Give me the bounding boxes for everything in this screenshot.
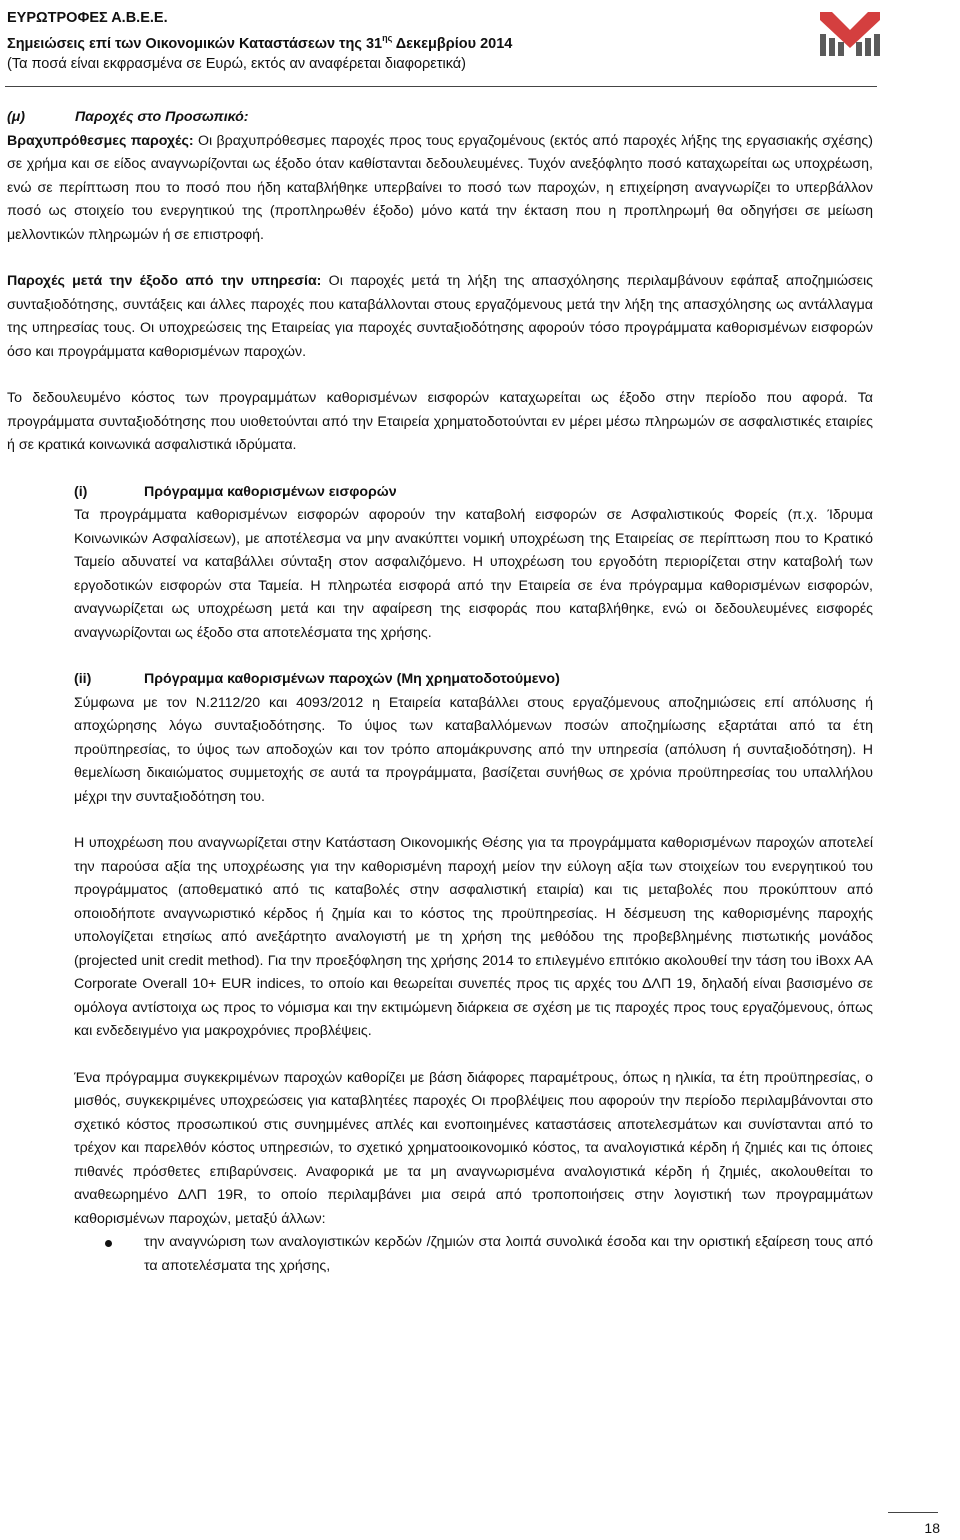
subsection-body: Σύμφωνα με τον Ν.2112/20 και 4093/2012 η Εταιρεία καταβάλλει στους εργαζόμενους αποζημιώσεις επί απόλυσης ή αποχώρησης λόγω συνταξιοδότησης. Το ύψος των καταβαλλόμενων ποσών αποζημίωσης εξαρτάται από τα έτη προϋπηρεσίας, το ύψος των αποδοχών και τον τρόπο απομάκρυνσης από την υπηρεσία (απόλυση ή συνταξιοδότηση). Η θεμελίωση δικαιώματος συμμετοχής σε αυτά τα προγράμματα, βασίζεται συνήθως σε χρόνια προϋπηρεσίας του υπαλλήλου μέχρι την συνταξιοδότηση του. xyxy=(74,694,873,805)
section-title: Παροχές στο Προσωπικό: xyxy=(75,109,249,125)
subsection-heading xyxy=(74,668,873,692)
list-item-text: την αναγνώριση των αναλογιστικών κερδών /ζημιών στα λοιπά συνολικά έσοδα και την οριστική εξαίρεση τους από τα αποτελέσματα της χρήσης, xyxy=(144,1234,873,1274)
paragraph-accrued-cost: Το δεδουλευμένο κόστος των προγραμμάτων καθορισμένων εισφορών καταχωρείται ως έξοδο στην περίοδο που αφορά. Τα προγράμματα συνταξιοδότησης που υιοθετούνται από την Εταιρεία χρηματοδοτούνται εν μέρει μέσω πληρωμών σε ασφαλιστικές εταιρίες ή σε κρατικά κοινωνικά ασφαλιστικά ιδρύματα. xyxy=(7,390,873,453)
document-subtitle: (Τα ποσά είναι εκφρασμένα σε Ευρώ, εκτός αν αναφέρεται διαφορετικά) xyxy=(7,56,466,72)
company-logo-icon xyxy=(818,8,882,58)
footer-divider xyxy=(888,1512,938,1513)
list-item xyxy=(7,1231,873,1278)
post-employment-lead: Παροχές μετά την έξοδο από την υπηρεσία: xyxy=(7,273,322,289)
subsection-defined-benefit xyxy=(74,668,873,1231)
subsection-heading xyxy=(74,481,873,505)
subsection-body-program: Ένα πρόγραμμα συγκεκριμένων παροχών καθορίζει με βάση διάφορες παραμέτρους, όπως η ηλικία, τα έτη προϋπηρεσίας, ο μισθός, συγκεκριμένες υποχρεώσεις για καταβλητέες παροχές Οι προβλέψεις που αφορούν την περίοδο περιλαμβάνονται στο σχετικό κόστος προσωπικού στις συνημμένες απλές και ενοποιημένες καταστάσεις αποτελεσμάτων και συνίστανται από το τρέχον και παρελθόν κόστος υπηρεσιών, το σχετικό χρηματοοικονομικό κόστος, τα αναλογιστικά κέρδη ή ζημιές και τις όποιες πιθανές πρόσθετες επιβαρύνσεις. Αναφορικά με τα μη αναγνωρισμένα αναλογιστικά κέρδη ή ζημιές, ακολουθείται το αναθεωρημένο ΔΛΠ 19R, το οποίο περιλαμβάνει μια σειρά από τροποποιήσεις στην λογιστική των προγραμμάτων καθορισμένων παροχών, μεταξύ άλλων: xyxy=(74,1069,873,1227)
section-heading xyxy=(7,106,873,130)
section-label: (μ) xyxy=(7,109,26,125)
short-term-lead: Βραχυπρόθεσμες παροχές: xyxy=(7,132,194,149)
subsection-body: Τα προγράμματα καθορισμένων εισφορών αφορούν την καταβολή εισφορών σε Ασφαλιστικούς Φορείς (π.χ. Ίδρυμα Κοινωνικών Ασφαλίσεων), με αποτέλεσμα να μην ανακύπτει νομική υποχρέωση της Εταιρείας σε περίπτωση που το Κρατικό Ταμείο αδυνατεί να καταβάλλει σύνταξη στον ασφαλιζόμενο. Η υποχρέωση του εργοδότη περιορίζεται στην καταβολή των εργοδοτικών εισφορών στα Ταμεία. Η πληρωτέα εισφορά από την Εταιρεία σε ένα πρόγραμμα καθορισμένων εισφορών, αναγνωρίζεται ως υποχρέωση μετά και την αφαίρεση της εισφοράς που καταβλήθηκε, ενώ οι δεδουλευμένες εισφορές αναγνωρίζονται ως έξοδο στα αποτελέσματα της χρήσης. xyxy=(74,507,873,641)
document-title-main: Σημειώσεις επί των Οικονομικών Καταστάσεων της 31 xyxy=(7,36,383,52)
document-title-date: Δεκεμβρίου 2014 xyxy=(392,36,513,52)
subsection-title: Πρόγραμμα καθορισμένων εισφορών xyxy=(144,483,397,500)
short-term-body: Οι βραχυπρόθεσμες παροχές προς τους εργαζομένους (εκτός από παροχές λήξης της εργασιακής σχέσης) σε χρήμα και σε είδος αναγνωρίζονται ως έξοδο όταν καθίστανται δεδουλευμένες. Τυχόν ανεξόφλητο ποσό καταχωρείται ως υποχρέωση, ενώ σε περίπτωση που το ποσό που ήδη καταβλήθηκε υπερβαίνει το ποσό των παροχών, η επιχείρηση αναγνωρίζει το υπερβάλλον ποσό ως στοιχείο του ενεργητικού της (προπληρωθέν έξοδο) μόνο κατά την έκταση που η προπληρωμή θα οδηγήσει σε μείωση μελλοντικών πληρωμών ή σε επιστροφή. xyxy=(7,132,873,243)
subsection-defined-contribution xyxy=(74,481,873,646)
document-title xyxy=(7,28,807,54)
document-title-superscript: ης xyxy=(382,33,393,43)
header-divider xyxy=(5,86,877,87)
company-name: ΕΥΡΩΤΡΟΦΕΣ Α.Β.Ε.Ε. xyxy=(7,10,168,26)
bullet-list xyxy=(7,1231,873,1278)
document-body xyxy=(7,106,873,1278)
subsection-title: Πρόγραμμα καθορισμένων παροχών (Μη χρηματοδοτούμενο) xyxy=(144,671,560,687)
subsection-body-liability: Η υποχρέωση που αναγνωρίζεται στην Κατάσταση Οικονομικής Θέσης για τα προγράμματα καθορισμένων παροχών αποτελεί την παρούσα αξία της υποχρέωσης για την καθορισμένη παροχή μείον την εύλογη αξία των στοιχείων του ενεργητικού του προγράμματος (αποθεματικό από τις καταβολές στην ασφαλιστική εταιρία) και τις μεταβολές που προκύπτουν από οποιοδήποτε αναγνωριστικό κέρδος ή ζημία και το κόστος της προϋπηρεσίας. Η δέσμευση της καθορισμένης παροχής υπολογίζεται ετησίως από ανεξάρτητο αναλογιστή με τη χρήση της μεθόδου της προβεβλημένης πιστωτικής μονάδος (projected unit credit method). Για την προεξόφληση της χρήσης 2014 το επιλεγμένο επιτόκιο ακολουθεί την τάση του iBoxx AA Corporate Overall 10+ EUR indices, το οποίο και θεωρείται συνεπές προς τις αρχές του ΔΛΠ 19, δηλαδή είναι βασισμένο σε ομόλογα αντίστοιχα ως προς το νόμισμα και την εκτιμώμενη διάρκεια σε σχέση με τις παροχές προς τους εργαζόμενους, όπως και ενδεδειγμένο για μακροχρόνιες προβλέψεις. xyxy=(74,835,873,1039)
bullet-icon xyxy=(105,1240,112,1247)
page-number: 18 xyxy=(924,1520,940,1536)
paragraph-short-term-benefits xyxy=(7,130,873,248)
page-header xyxy=(7,8,807,74)
subsection-number: (ii) xyxy=(74,671,92,687)
subsection-number: (i) xyxy=(74,483,88,500)
paragraph-post-employment xyxy=(7,270,873,364)
post-employment-body: Οι παροχές μετά τη λήξη της απασχόλησης περιλαμβάνουν εφάπαξ αποζημιώσεις συνταξιοδότησης, συντάξεις και άλλες παροχές που καταβάλλονται στους εργαζόμενους μετά την λήξη της απασχόλησης ως αντάλλαγμα της υπηρεσίας τους. Οι υποχρεώσεις της Εταιρείας για παροχές συνταξιοδότησης αφορούν τόσο προγράμματα καθορισμένων εισφορών όσο και προγράμματα καθορισμένων παροχών. xyxy=(7,273,873,360)
